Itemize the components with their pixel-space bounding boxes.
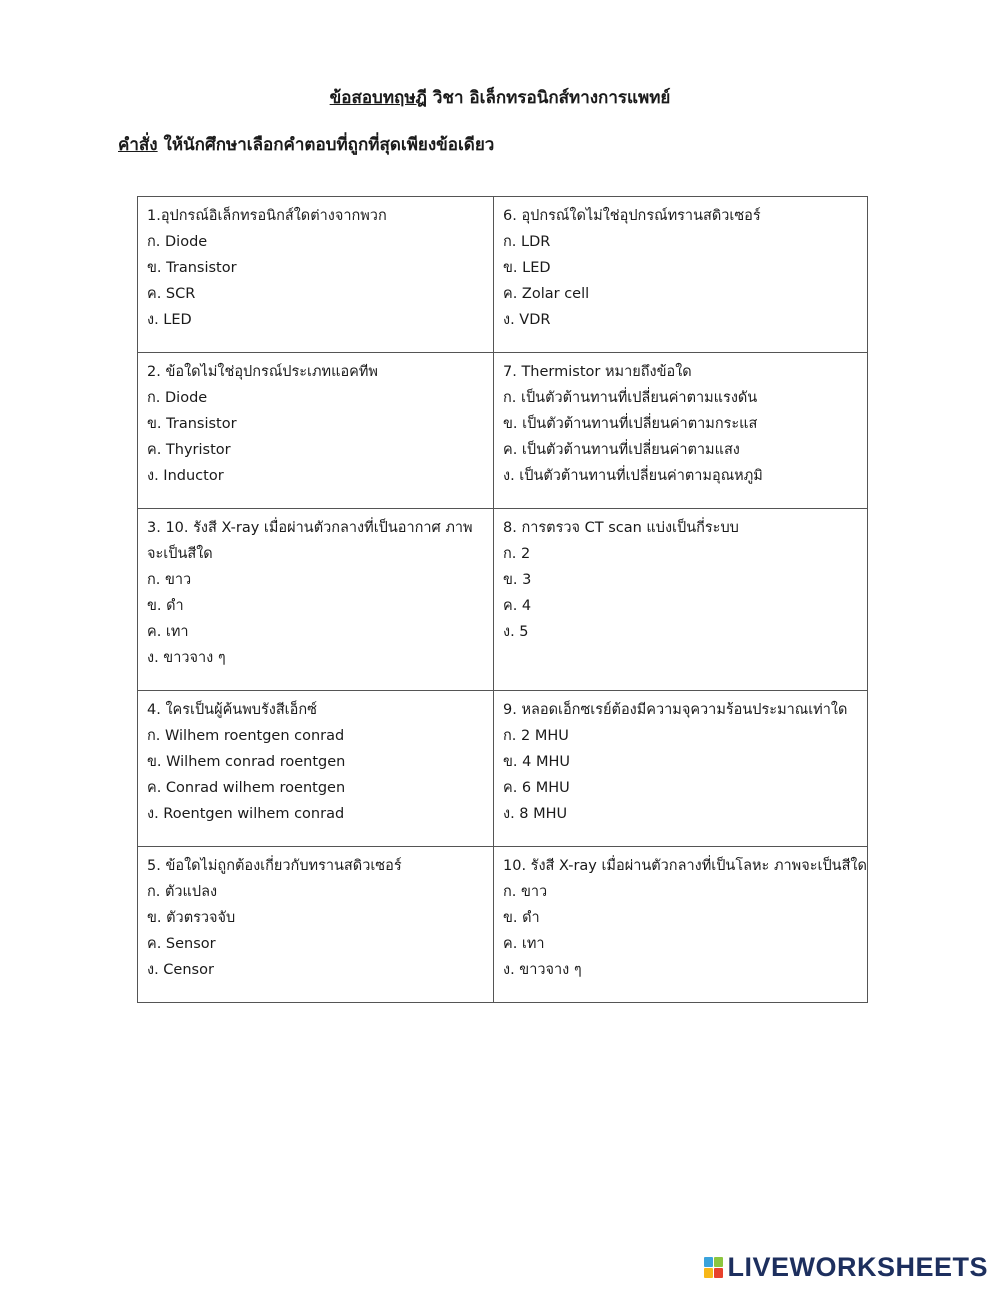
option-b: ข. ดำ xyxy=(147,598,184,614)
table-row xyxy=(138,353,868,509)
table-row xyxy=(138,197,868,353)
option-a: ก. Diode xyxy=(147,390,208,406)
option-a: ก. Wilhem roentgen conrad xyxy=(147,728,345,744)
question-cell-9 xyxy=(494,691,868,847)
option-a: ก. Diode xyxy=(147,234,208,250)
question-text: 6. อุปกรณ์ใดไม่ใช่อุปกรณ์ทรานสดิวเซอร์ xyxy=(503,208,761,224)
option-b: ข. เป็นตัวต้านทานที่เปลี่ยนค่าตามกระแส xyxy=(503,416,758,432)
question-cell-7 xyxy=(494,353,868,509)
option-d: ง. ขาวจาง ๆ xyxy=(147,650,226,666)
option-c: ค. 4 xyxy=(503,598,532,614)
option-d: ง. ขาวจาง ๆ xyxy=(503,962,582,978)
question-cell-2 xyxy=(138,353,494,509)
instruction-text: ให้นักศึกษาเลือกคำตอบที่ถูกที่สุดเพียงข้อเดียว xyxy=(157,135,495,155)
option-d: ง. Censor xyxy=(147,962,214,978)
option-b: ข. ตัวตรวจจับ xyxy=(147,910,236,926)
question-cell-4 xyxy=(138,691,494,847)
question-text: 1.อุปกรณ์อิเล็กทรอนิกส์ใดต่างจากพวก xyxy=(147,208,387,224)
option-b: ข. Transistor xyxy=(147,416,237,432)
question-text: 10. รังสี X-ray เมื่อผ่านตัวกลางที่เป็นโลหะ ภาพจะเป็นสีใด xyxy=(503,858,867,874)
question-text: 9. หลอดเอ็กซเรย์ต้องมีความจุความร้อนประมาณเท่าใด xyxy=(503,702,848,718)
liveworksheets-logo-icon xyxy=(704,1257,723,1278)
brand-name: LIVEWORKSHEETS xyxy=(727,1252,988,1282)
worksheet-title xyxy=(0,86,1000,110)
option-d: ง. Roentgen wilhem conrad xyxy=(147,806,345,822)
option-d: ง. เป็นตัวต้านทานที่เปลี่ยนค่าตามอุณหภูมิ xyxy=(503,468,763,484)
question-cell-10 xyxy=(494,847,868,1003)
option-b: ข. 3 xyxy=(503,572,532,588)
option-c: ค. Conrad wilhem roentgen xyxy=(147,780,346,796)
question-cell-8 xyxy=(494,509,868,691)
instruction-line xyxy=(118,133,494,157)
question-cell-5 xyxy=(138,847,494,1003)
option-d: ง. 5 xyxy=(503,624,529,640)
option-b: ข. Transistor xyxy=(147,260,237,276)
option-c: ค. 6 MHU xyxy=(503,780,570,796)
option-a: ก. 2 MHU xyxy=(503,728,569,744)
option-c: ค. เทา xyxy=(503,936,545,952)
table-row xyxy=(138,691,868,847)
option-a: ก. เป็นตัวต้านทานที่เปลี่ยนค่าตามแรงดัน xyxy=(503,390,758,406)
question-cell-3 xyxy=(138,509,494,691)
option-c: ค. เทา xyxy=(147,624,189,640)
option-b: ข. ดำ xyxy=(503,910,540,926)
option-b: ข. Wilhem conrad roentgen xyxy=(147,754,346,770)
option-c: ค. Zolar cell xyxy=(503,286,590,302)
option-d: ง. 8 MHU xyxy=(503,806,568,822)
option-a: ก. ขาว xyxy=(503,884,548,900)
question-text: 3. 10. รังสี X-ray เมื่อผ่านตัวกลางที่เป็นอากาศ ภาพจะเป็นสีใด xyxy=(147,520,473,562)
question-text: 7. Thermistor หมายถึงข้อใด xyxy=(503,364,692,380)
instruction-label: คำสั่ง xyxy=(118,135,158,155)
question-table xyxy=(137,196,868,1003)
option-a: ก. LDR xyxy=(503,234,551,250)
option-d: ง. VDR xyxy=(503,312,551,328)
question-text: 8. การตรวจ CT scan แบ่งเป็นกี่ระบบ xyxy=(503,520,739,536)
option-b: ข. LED xyxy=(503,260,551,276)
title-course-name: วิชา อิเล็กทรอนิกส์ทางการแพทย์ xyxy=(426,88,671,108)
table-row xyxy=(138,509,868,691)
question-text: 5. ข้อใดไม่ถูกต้องเกี่ยวกับทรานสดิวเซอร์ xyxy=(147,858,402,874)
option-a: ก. ขาว xyxy=(147,572,192,588)
option-c: ค. Thyristor xyxy=(147,442,231,458)
question-text: 4. ใครเป็นผู้ค้นพบรังสีเอ็กซ์ xyxy=(147,702,317,718)
question-text: 2. ข้อใดไม่ใช่อุปกรณ์ประเภทแอคทีพ xyxy=(147,364,378,380)
option-c: ค. เป็นตัวต้านทานที่เปลี่ยนค่าตามแสง xyxy=(503,442,740,458)
option-d: ง. LED xyxy=(147,312,192,328)
liveworksheets-brand xyxy=(704,1252,988,1283)
question-cell-6 xyxy=(494,197,868,353)
option-c: ค. Sensor xyxy=(147,936,216,952)
option-a: ก. 2 xyxy=(503,546,531,562)
option-d: ง. Inductor xyxy=(147,468,224,484)
question-cell-1 xyxy=(138,197,494,353)
table-row xyxy=(138,847,868,1003)
option-a: ก. ตัวแปลง xyxy=(147,884,218,900)
option-c: ค. SCR xyxy=(147,286,196,302)
title-subject-label: ข้อสอบทฤษฎี xyxy=(329,88,427,108)
option-b: ข. 4 MHU xyxy=(503,754,570,770)
